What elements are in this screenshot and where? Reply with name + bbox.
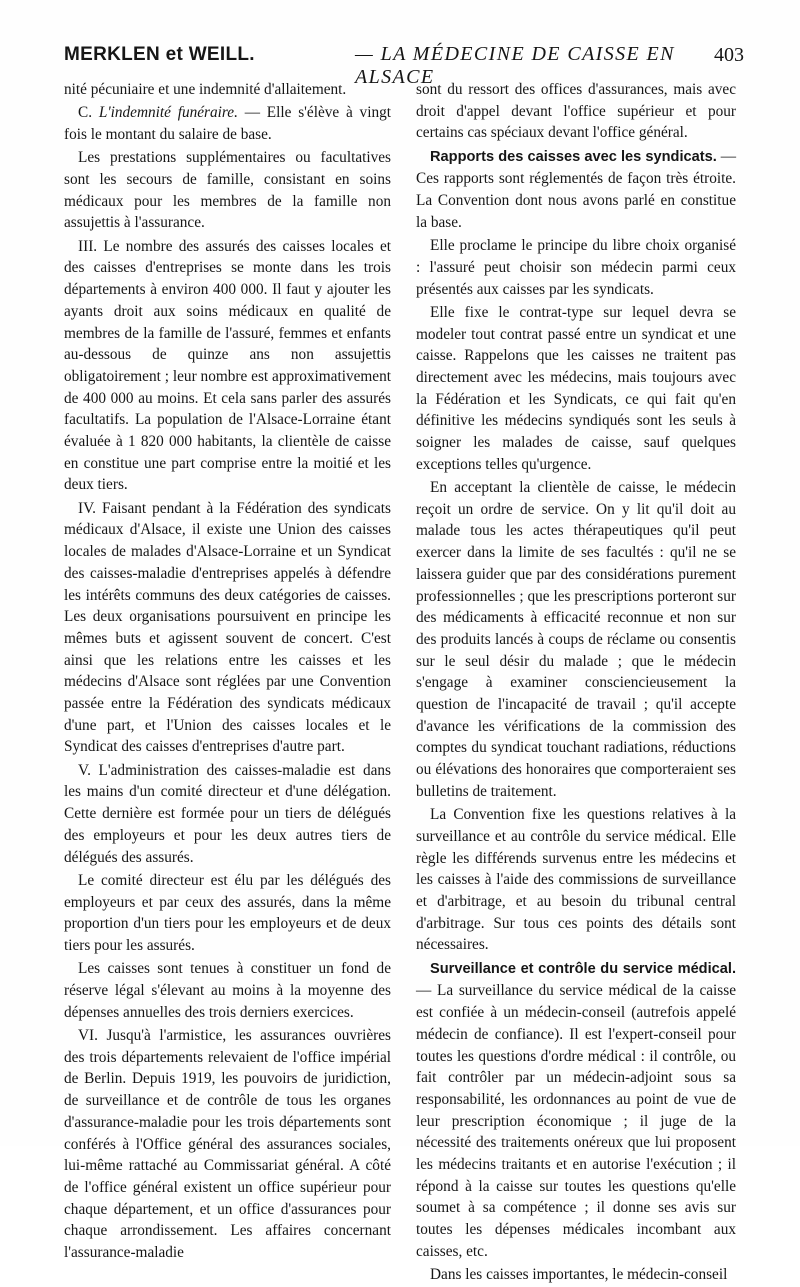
paragraph-text: — La surveillance du service médical de la caisse est confiée à un médecin-conseil (autrefois appelé médecin de confiance). Il est l'expert-conseil pour toutes les questions d'ordre médical : il contrôle, ou fait contrôler par un médecin-adjoint sous sa responsabilité, les ordonnances au point de vue de leur prescription économique ; il juge de la nécessité des traitements onéreux que lui proposent les médecins traitants et en autorise l'exécution ; il répond à la caisse sur toutes les questions qu'elle soumet à sa compétence ; il donne ses avis sur toutes les dépenses médicales incombant aux caisses, etc. — [416, 982, 736, 1260]
paragraph-funeral-allowance — [64, 102, 391, 145]
section-heading: Surveillance et contrôle du service médical. — [430, 960, 736, 977]
paragraph: Elle fixe le contrat-type sur lequel devra se modeler tout contrat passé entre un syndicat et une caisse. Rappelons que les caisses ne traitent pas directement avec les médecins, mais toujours avec la Fédération et les Syndicats, ce qui fait qu'en définitive les médecins syndiqués sont les seuls à soigner les malades de caisse, sauf quelques exceptions telles qu'urgence. — [416, 303, 736, 473]
paragraph: IV. Faisant pendant à la Fédération des syndicats médicaux d'Alsace, il existe une Union des caisses locales de malades d'Alsace-Lorraine et un Syndicat des caisses-maladie d'entreprises appelés à défendre les intérêts communs des deux catégories de caisses. Les deux organisations poursuivent en principe les mêmes buts et agissent souvent de concert. C'est ainsi que les relations entre les caisses et les médecins d'Alsace sont réglées par une Convention passée entre la Fédération des syndicats médicaux d'une part, et l'Union des caisses locales et le Syndicat des caisses d'entreprises d'autre part. — [64, 499, 391, 756]
paragraph: En acceptant la clientèle de caisse, le médecin reçoit un ordre de service. On y lit qu'il doit au malade tous les actes thérapeutiques qu'il peut exercer dans la limite de ses facultés : qu'il ne se laissera guider que par des considérations purement professionnelles ; que les prescriptions porteront sur des médicaments à efficacité reconnue et non sur des produits lancés à coups de réclame ou consentis sur le seul désir du malade ; que le médecin s'engage à examiner consciencieusement la question de l'incapacité de travail ; qu'il accepte d'avance les vérifications de la commission des comptes du syndicat touchant radiations, réductions ou élévations des honoraires que comporteraient ses bulletins de traitement. — [416, 479, 736, 800]
paragraph: La Convention fixe les questions relatives à la surveillance et au contrôle du service médical. Elle règle les différends survenus entre les médecins et les caisses à l'aide des commissions de surveillance et d'arbitrage, et au besoin du tribunal central d'arbitrage. Sur tous ces points des détails sont nécessaires. — [416, 806, 736, 954]
paragraph: VI. Jusqu'à l'armistice, les assurances ouvrières des trois départements relevaient de l'office impérial de Berlin. Depuis 1919, les pouvoirs de juridiction, de surveillance et de contrôle de tous les organes d'assurance-maladie pour les trois départements sont conférés à l'Office général des assurances sociales, lui-même rattaché au Commissariat général. A côté de l'office général existent un office supérieur pour chaque département, et un office d'assurances pour chaque arrondissement. Les affaires concernant l'assurance-maladie — [64, 1026, 391, 1262]
paragraph: Le comité directeur est élu par les délégués des employeurs et par ceux des assurés, dans la même proportion d'un tiers pour les employeurs et de deux tiers pour les assurés. — [64, 871, 391, 954]
paragraph: Elle proclame le principe du libre choix organisé : l'assuré peut choisir son médecin parmi ceux présentés aux caisses par les syndicats. — [416, 237, 736, 298]
paragraph-text: — Ces rapports sont réglementés de façon très étroite. La Convention dont nous avons parlé en constitue la base. — [416, 147, 736, 231]
page-number: 403 — [714, 44, 744, 66]
section-heading: Rapports des caisses avec les syndicats. — [430, 148, 717, 165]
paragraph: nité pécuniaire et une indemnité d'allaitement. — [64, 81, 347, 98]
paragraph: Dans les caisses importantes, le médecin-conseil — [430, 1266, 728, 1284]
paragraph-italic-heading: L'indemnité funéraire. — [98, 104, 238, 122]
paragraph: III. Le nombre des assurés des caisses locales et des caisses d'entreprises se monte dans les trois départements à environ 400 000. Il faut y ajouter les ayants droit aux soins médicaux en qualité de membres de la famille de l'assuré, femmes et enfants au-dessous de quinze ans non assujettis obligatoirement ; leur nombre est approximativement de 400 000 au moins. Et cela sans parler des assurés facultatifs. La population de l'Alsace-Lorraine étant évaluée à 1 820 000 habitants, la clientèle de caisse en constitue une part comprise entre la moitié et les deux tiers. — [64, 237, 391, 494]
right-column — [416, 79, 736, 1287]
paragraph: Les prestations supplémentaires ou facultatives sont les secours de famille, consistant en soins médicaux pour les membres de la famille non assujettis à l'assurance. — [64, 149, 391, 232]
running-header — [50, 43, 744, 88]
paragraph: sont du ressort des offices d'assurances, mais avec droit d'appel devant l'office supérieur et pour certains cas spéciaux devant l'office général. — [416, 81, 736, 142]
paragraph-syndicates — [416, 146, 736, 234]
paragraph-lead: C. — [78, 104, 93, 122]
header-title-text: LA MÉDECINE DE CAISSE EN ALSACE — [355, 43, 675, 88]
paragraph-surveillance — [416, 958, 736, 1263]
paragraph: V. L'administration des caisses-maladie est dans les mains d'un comité directeur et d'une délégation. Cette dernière est formée pour un tiers de délégués des employeurs et pour les deux autres tiers de délégués des assurés. — [64, 761, 391, 866]
paragraph-text: — Elle s'élève à vingt fois le montant du salaire de base. — [64, 104, 391, 143]
left-column — [64, 79, 391, 1265]
header-authors: MERKLEN et WEILL. — [64, 44, 255, 65]
header-dash: — — [355, 43, 375, 65]
paragraph: Les caisses sont tenues à constituer un fond de réserve légal s'élevant au moins à la moyenne des dépenses annuelles des trois derniers exercices. — [64, 960, 391, 1021]
